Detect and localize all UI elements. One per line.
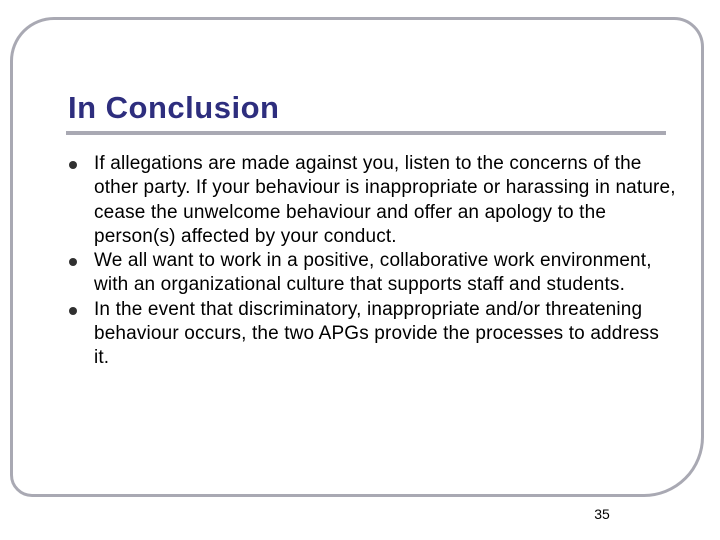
slide-title: In Conclusion <box>68 90 280 125</box>
bullet-dot-icon <box>69 307 77 315</box>
bullet-text: If allegations are made against you, listen to the concerns of the other party. If your behaviour is inappropriate or harassing in nature, cease the unwelcome behaviour and offer an apology to the person(s) affected by your conduct. <box>94 153 676 247</box>
bullet-list <box>67 152 677 371</box>
bullet-item <box>67 298 677 371</box>
title-underline <box>66 131 666 135</box>
bullet-dot-icon <box>69 161 77 169</box>
bullet-item <box>67 249 677 298</box>
page-number: 35 <box>594 506 610 522</box>
bullet-text: We all want to work in a positive, collaborative work environment, with an organizational culture that supports staff and students. <box>94 250 652 296</box>
bullet-text: In the event that discriminatory, inappropriate and/or threatening behaviour occurs, the two APGs provide the processes to address it. <box>94 298 659 369</box>
bullet-dot-icon <box>69 258 77 266</box>
bullet-item <box>67 152 677 249</box>
